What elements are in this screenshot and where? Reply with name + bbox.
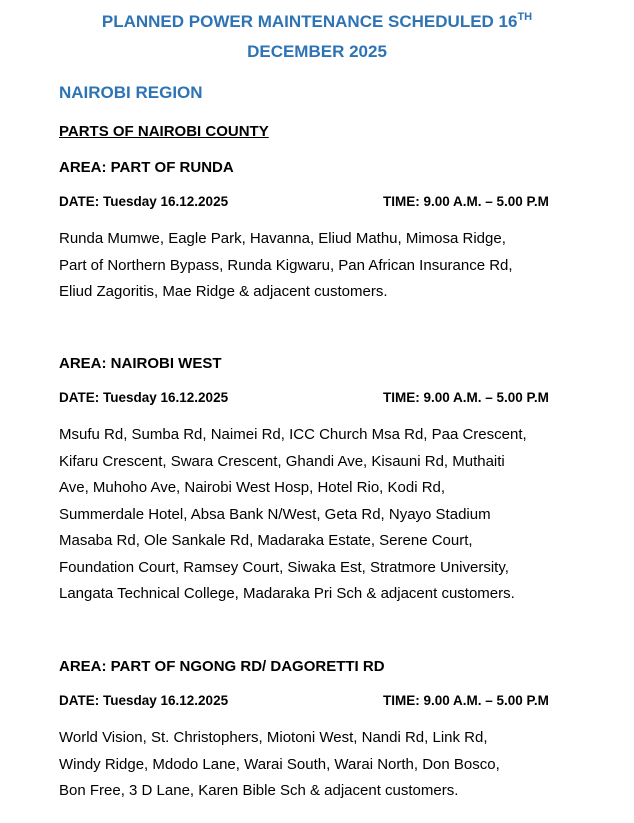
- notice-title-text: PLANNED POWER MAINTENANCE SCHEDULED 16: [101, 12, 518, 31]
- notice-title-superscript: TH: [517, 11, 533, 23]
- area-heading-nairobi-west: AREA: NAIROBI WEST: [59, 355, 222, 372]
- affected-areas-nairobi-west: [59, 422, 589, 608]
- region-heading: NAIROBI REGION: [59, 83, 203, 102]
- affected-areas-line: Part of Northern Bypass, Runda Kigwaru, Pan African Insurance Rd,: [59, 256, 513, 274]
- notice-title-line1: [0, 11, 634, 33]
- notice-title-line2: DECEMBER 2025: [247, 42, 387, 61]
- affected-areas-runda: [59, 226, 589, 306]
- schedule-time: TIME: 9.00 A.M. – 5.00 P.M: [383, 194, 549, 209]
- affected-areas-line: Windy Ridge, Mdodo Lane, Warai South, Warai North, Don Bosco,: [59, 755, 500, 773]
- affected-areas-line: Langata Technical College, Madaraka Pri Sch & adjacent customers.: [59, 585, 515, 602]
- schedule-date: DATE: Tuesday 16.12.2025: [59, 390, 229, 405]
- affected-areas-line: Masaba Rd, Ole Sankale Rd, Madaraka Estate, Serene Court,: [59, 532, 473, 549]
- affected-areas-line: Kifaru Crescent, Swara Crescent, Ghandi Ave, Kisauni Rd, Muthaiti: [59, 452, 505, 470]
- affected-areas-ngong-dagoretti: [59, 725, 589, 805]
- affected-areas-line: Foundation Court, Ramsey Court, Siwaka Est, Stratmore University,: [59, 558, 509, 576]
- county-heading: PARTS OF NAIROBI COUNTY: [59, 123, 269, 140]
- schedule-date: DATE: Tuesday 16.12.2025: [59, 693, 229, 708]
- affected-areas-line: Msufu Rd, Sumba Rd, Naimei Rd, ICC Church Msa Rd, Paa Crescent,: [59, 426, 527, 443]
- area-heading-ngong-dagoretti: AREA: PART OF NGONG RD/ DAGORETTI RD: [59, 658, 385, 675]
- affected-areas-line: Bon Free, 3 D Lane, Karen Bible Sch & adjacent customers.: [59, 782, 459, 799]
- schedule-date: DATE: Tuesday 16.12.2025: [59, 194, 229, 209]
- schedule-time: TIME: 9.00 A.M. – 5.00 P.M: [383, 693, 549, 708]
- affected-areas-line: Runda Mumwe, Eagle Park, Havanna, Eliud Mathu, Mimosa Ridge,: [59, 230, 506, 247]
- affected-areas-line: World Vision, St. Christophers, Miotoni West, Nandi Rd, Link Rd,: [59, 729, 488, 746]
- affected-areas-line: Summerdale Hotel, Absa Bank N/West, Geta Rd, Nyayo Stadium: [59, 505, 491, 523]
- area-heading-runda: AREA: PART OF RUNDA: [59, 159, 234, 176]
- schedule-time: TIME: 9.00 A.M. – 5.00 P.M: [383, 390, 549, 405]
- affected-areas-line: Eliud Zagoritis, Mae Ridge & adjacent customers.: [59, 283, 388, 300]
- affected-areas-line: Ave, Muhoho Ave, Nairobi West Hosp, Hotel Rio, Kodi Rd,: [59, 479, 446, 496]
